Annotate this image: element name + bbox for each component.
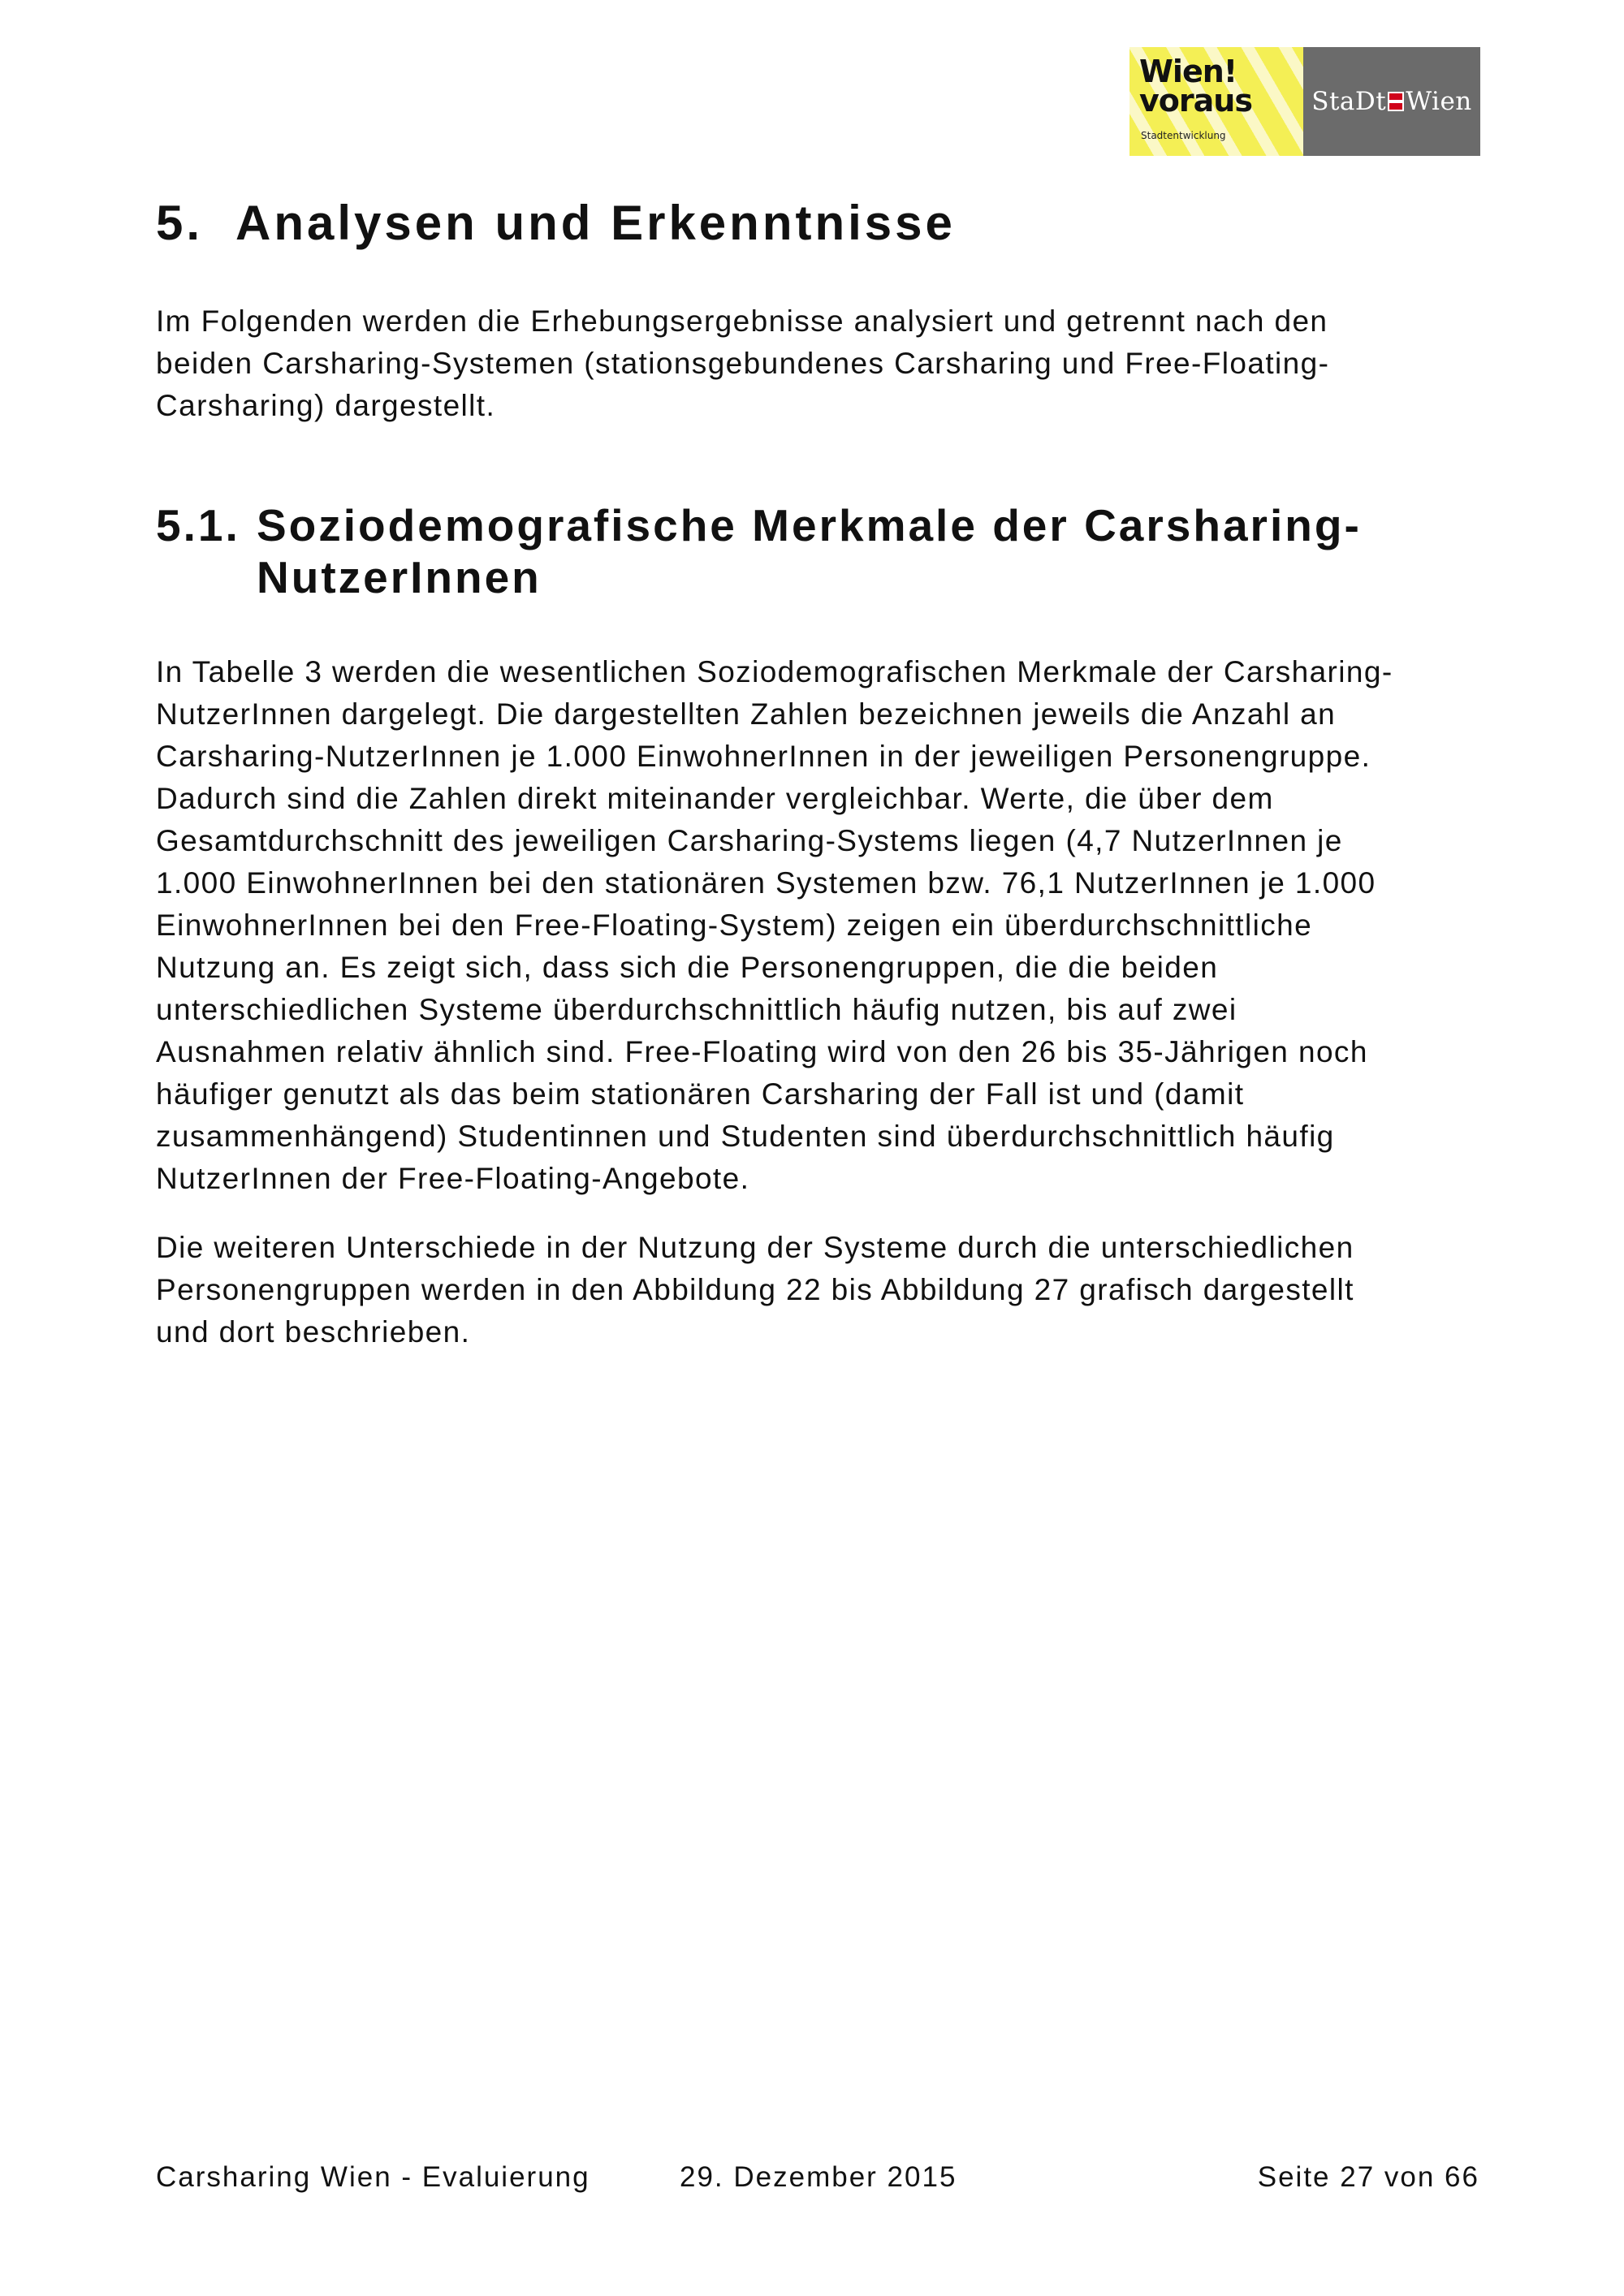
text-line: beiden Carsharing-Systemen (stationsgebundenes Carsharing und Free-Floating-: [156, 347, 1330, 380]
subsection-heading: [156, 499, 1523, 603]
stadt-wien-logo-part2: Wien: [1406, 87, 1472, 116]
header-logos: [1129, 47, 1480, 156]
text-line: EinwohnerInnen bei den Free-Floating-System) zeigen ein überdurchschnittliche: [156, 908, 1313, 942]
text-line: zusammenhängend) Studentinnen und Studenten sind überdurchschnittlich häufig: [156, 1120, 1335, 1153]
text-line: Im Folgenden werden die Erhebungsergebnisse analysiert und getrennt nach den: [156, 304, 1328, 338]
wien-voraus-logo-subtitle: Stadtentwicklung: [1141, 130, 1226, 141]
text-line: und dort beschrieben.: [156, 1315, 471, 1349]
stadt-wien-logo-text: [1311, 87, 1472, 116]
vienna-cross-icon: [1388, 92, 1404, 111]
subsection-title: Soziodemografische Merkmale der Carsharing-NutzerInnen: [257, 500, 1362, 602]
text-line: Die weiteren Unterschiede in der Nutzung der Systeme durch die unterschiedlichen: [156, 1231, 1354, 1264]
text-line: Carsharing-NutzerInnen je 1.000 EinwohnerInnen in der jeweiligen Personengruppe.: [156, 740, 1371, 773]
section-heading: [156, 195, 956, 251]
text-line: NutzerInnen der Free-Floating-Angebote.: [156, 1162, 750, 1195]
subsection-number: 5.1.: [156, 500, 240, 550]
stadt-wien-logo: [1303, 47, 1480, 156]
wien-voraus-logo-line1: Wien!: [1139, 54, 1237, 89]
text-line: Nutzung an. Es zeigt sich, dass sich die Personengruppen, die die beiden: [156, 951, 1219, 984]
text-line: Dadurch sind die Zahlen direkt miteinander vergleichbar. Werte, die über dem: [156, 782, 1274, 815]
wien-voraus-logo-line2: voraus: [1139, 83, 1252, 119]
text-line: Personengruppen werden in den Abbildung 22 bis Abbildung 27 grafisch dargestellt: [156, 1273, 1354, 1306]
section-title: Analysen und Erkenntnisse: [235, 196, 956, 250]
text-line: NutzerInnen dargelegt. Die dargestellten Zahlen bezeichnen jeweils die Anzahl an: [156, 697, 1337, 731]
text-line: Gesamtdurchschnitt des jeweiligen Carsharing-Systems liegen (4,7 NutzerInnen je: [156, 824, 1343, 857]
text-line: unterschiedlichen Systeme überdurchschnittlich häufig nutzen, bis auf zwei: [156, 993, 1237, 1026]
body-paragraph-1: [156, 651, 1488, 1200]
text-line: In Tabelle 3 werden die wesentlichen Soziodemografischen Merkmale der Carsharing-: [156, 655, 1393, 688]
footer-date: 29. Dezember 2015: [680, 2161, 957, 2193]
wien-voraus-logo: [1129, 47, 1303, 156]
footer-document-title: Carsharing Wien - Evaluierung: [156, 2161, 590, 2193]
page-footer: [156, 2161, 1479, 2202]
text-line: häufiger genutzt als das beim stationären Carsharing der Fall ist und (damit: [156, 1077, 1245, 1111]
body-paragraph-2: [156, 1227, 1488, 1353]
intro-paragraph: [156, 300, 1488, 427]
stadt-wien-logo-part1: StaDt: [1311, 87, 1387, 116]
footer-page-number: Seite 27 von 66: [1257, 2161, 1479, 2193]
section-number: 5.: [156, 196, 204, 250]
text-line: Carsharing) dargestellt.: [156, 389, 496, 422]
text-line: 1.000 EinwohnerInnen bei den stationären Systemen bzw. 76,1 NutzerInnen je 1.000: [156, 866, 1376, 900]
text-line: Ausnahmen relativ ähnlich sind. Free-Floating wird von den 26 bis 35-Jährigen noch: [156, 1035, 1368, 1068]
